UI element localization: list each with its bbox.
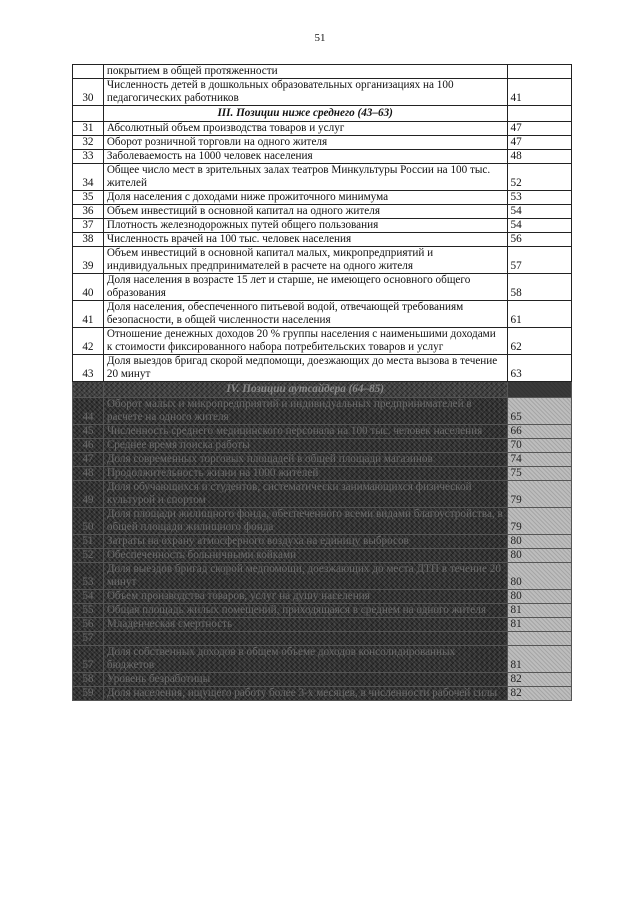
row-number: 46 xyxy=(73,439,104,453)
row-number: 35 xyxy=(73,191,104,205)
table-row xyxy=(73,164,572,191)
table-row xyxy=(73,453,572,467)
row-page: 74 xyxy=(507,453,572,467)
row-indicator: Плотность железнодорожных путей общего пользования xyxy=(103,219,507,233)
row-page: 81 xyxy=(507,604,572,618)
row-page: 82 xyxy=(507,673,572,687)
row-page: 41 xyxy=(507,79,572,106)
row-page: 52 xyxy=(507,164,572,191)
row-number: 30 xyxy=(73,79,104,106)
row-page: 79 xyxy=(507,508,572,535)
row-indicator: Продолжительность жизни на 1000 жителей xyxy=(103,467,507,481)
row-indicator: Доля населения, обеспеченного питьевой водой, отвечающей требованиям безопасности, в общей численности населения xyxy=(103,301,507,328)
row-indicator: Доля выездов бригад скорой медпомощи, доезжающих до места вызова в течение 20 минут xyxy=(103,355,507,382)
row-indicator: Доля собственных доходов в общем объеме доходов консолидированных бюджетов xyxy=(103,646,507,673)
table-row xyxy=(73,508,572,535)
row-indicator: Доля населения в возрасте 15 лет и старше, не имеющего основного общего образования xyxy=(103,274,507,301)
row-indicator: Доля населения, ищущего работу более 3-х месяцев, в численности рабочей силы xyxy=(103,687,507,701)
table-row xyxy=(73,205,572,219)
table-row xyxy=(73,191,572,205)
row-number: 37 xyxy=(73,219,104,233)
row-number: 44 xyxy=(73,398,104,425)
table-row xyxy=(73,233,572,247)
row-indicator: Доля площади жилищного фонда, обеспеченного всеми видами благоустройства, в общей площади жилищного фонда xyxy=(103,508,507,535)
row-number: 48 xyxy=(73,467,104,481)
table-row xyxy=(73,79,572,106)
row-indicator: Уровень безработицы xyxy=(103,673,507,687)
row-number xyxy=(73,65,104,79)
row-number: 43 xyxy=(73,355,104,382)
row-number: 39 xyxy=(73,247,104,274)
row-page: 80 xyxy=(507,535,572,549)
table-row xyxy=(73,481,572,508)
row-indicator: Доля населения с доходами ниже прожиточного минимума xyxy=(103,191,507,205)
row-indicator: Численность детей в дошкольных образовательных организациях на 100 педагогических работников xyxy=(103,79,507,106)
row-indicator: Оборот малых и микропредприятий и индивидуальных предпринимателей в расчете на одного жителя xyxy=(103,398,507,425)
table-row xyxy=(73,150,572,164)
table-row xyxy=(73,136,572,150)
row-indicator: Среднее время поиска работы xyxy=(103,439,507,453)
row-indicator: Общая площадь жилых помещений, приходящаяся в среднем на одного жителя xyxy=(103,604,507,618)
table-row xyxy=(73,632,572,646)
row-page: 61 xyxy=(507,301,572,328)
row-indicator: Доля обучающихся и студентов, систематически занимающихся физической культурой и спортом xyxy=(103,481,507,508)
table-row xyxy=(73,301,572,328)
row-indicator xyxy=(103,632,507,646)
row-page: 80 xyxy=(507,563,572,590)
table-row xyxy=(73,535,572,549)
row-indicator: Численность среднего медицинского персонала на 100 тыс. человек населения xyxy=(103,425,507,439)
section-title: III. Позиции ниже среднего (43–63) xyxy=(103,106,507,122)
table-row xyxy=(73,549,572,563)
page-number: 51 xyxy=(314,32,326,44)
row-page: 63 xyxy=(507,355,572,382)
table-row xyxy=(73,328,572,355)
row-number: 50 xyxy=(73,508,104,535)
row-number: 53 xyxy=(73,563,104,590)
section-below-average xyxy=(73,106,572,382)
table-row xyxy=(73,563,572,590)
row-indicator: Оборот розничной торговли на одного жителя xyxy=(103,136,507,150)
section-title: IV. Позиции аутсайдера (64–85) xyxy=(103,382,507,398)
table-row xyxy=(73,398,572,425)
row-page: 70 xyxy=(507,439,572,453)
section-header-row xyxy=(73,106,572,122)
top-rows xyxy=(73,65,572,106)
table-row xyxy=(73,355,572,382)
row-number: 58 xyxy=(73,673,104,687)
row-number: 33 xyxy=(73,150,104,164)
row-indicator: Затраты на охрану атмосферного воздуха на единицу выбросов xyxy=(103,535,507,549)
row-indicator: Объем производства товаров, услуг на душу населения xyxy=(103,590,507,604)
row-indicator: Объем инвестиций в основной капитал на одного жителя xyxy=(103,205,507,219)
row-page: 56 xyxy=(507,233,572,247)
table-row xyxy=(73,247,572,274)
row-indicator: Абсолютный объем производства товаров и услуг xyxy=(103,122,507,136)
row-page: 48 xyxy=(507,150,572,164)
table-row xyxy=(73,425,572,439)
row-indicator: покрытием в общей протяженности xyxy=(103,65,507,79)
row-indicator: Общее число мест в зрительных залах театров Минкультуры России на 100 тыс. жителей xyxy=(103,164,507,191)
row-number: 38 xyxy=(73,233,104,247)
row-page: 75 xyxy=(507,467,572,481)
row-number: 34 xyxy=(73,164,104,191)
table-row xyxy=(73,687,572,701)
table-row xyxy=(73,618,572,632)
row-page xyxy=(507,65,572,79)
row-indicator: Обеспеченность больничными койками xyxy=(103,549,507,563)
row-page: 53 xyxy=(507,191,572,205)
row-page: 54 xyxy=(507,219,572,233)
row-page: 57 xyxy=(507,247,572,274)
row-number: 32 xyxy=(73,136,104,150)
row-indicator: Объем инвестиций в основной капитал малых, микропредприятий и индивидуальных предпринимателей в расчете на одного жителя xyxy=(103,247,507,274)
row-page: 47 xyxy=(507,136,572,150)
row-number: 41 xyxy=(73,301,104,328)
row-page xyxy=(507,632,572,646)
row-indicator: Численность врачей на 100 тыс. человек населения xyxy=(103,233,507,247)
row-page: 81 xyxy=(507,646,572,673)
row-indicator: Доля выездов бригад скорой медпомощи, доезжающих до места ДТП в течение 20 минут xyxy=(103,563,507,590)
row-page: 65 xyxy=(507,398,572,425)
row-number: 49 xyxy=(73,481,104,508)
row-number: 55 xyxy=(73,604,104,618)
table-row xyxy=(73,673,572,687)
row-page: 81 xyxy=(507,618,572,632)
table-row xyxy=(73,65,572,79)
table-row xyxy=(73,219,572,233)
row-number: 57 xyxy=(73,646,104,673)
table-row xyxy=(73,604,572,618)
table-row xyxy=(73,274,572,301)
row-number: 56 xyxy=(73,618,104,632)
row-number: 51 xyxy=(73,535,104,549)
row-number: 42 xyxy=(73,328,104,355)
row-number: 57 xyxy=(73,632,104,646)
row-number: 40 xyxy=(73,274,104,301)
row-indicator: Заболеваемость на 1000 человек населения xyxy=(103,150,507,164)
row-page: 80 xyxy=(507,549,572,563)
row-indicator: Доля современных торговых площадей в общей площади магазинов xyxy=(103,453,507,467)
row-page: 80 xyxy=(507,590,572,604)
row-indicator: Младенческая смертность xyxy=(103,618,507,632)
row-number: 36 xyxy=(73,205,104,219)
table-row xyxy=(73,646,572,673)
row-number: 31 xyxy=(73,122,104,136)
row-number: 52 xyxy=(73,549,104,563)
section-outsider xyxy=(73,382,572,701)
row-page: 62 xyxy=(507,328,572,355)
row-page: 58 xyxy=(507,274,572,301)
table-row xyxy=(73,439,572,453)
row-number: 47 xyxy=(73,453,104,467)
section-header-row xyxy=(73,382,572,398)
row-page: 66 xyxy=(507,425,572,439)
table-row xyxy=(73,467,572,481)
row-number: 59 xyxy=(73,687,104,701)
contents-table xyxy=(72,64,572,701)
table-row xyxy=(73,590,572,604)
row-page: 54 xyxy=(507,205,572,219)
row-page: 79 xyxy=(507,481,572,508)
row-number: 54 xyxy=(73,590,104,604)
table-row xyxy=(73,122,572,136)
row-page: 82 xyxy=(507,687,572,701)
row-number: 45 xyxy=(73,425,104,439)
row-page: 47 xyxy=(507,122,572,136)
row-indicator: Отношение денежных доходов 20 % группы населения с наименьшими доходами к стоимости фиксированного набора потребительских товаров и услуг xyxy=(103,328,507,355)
